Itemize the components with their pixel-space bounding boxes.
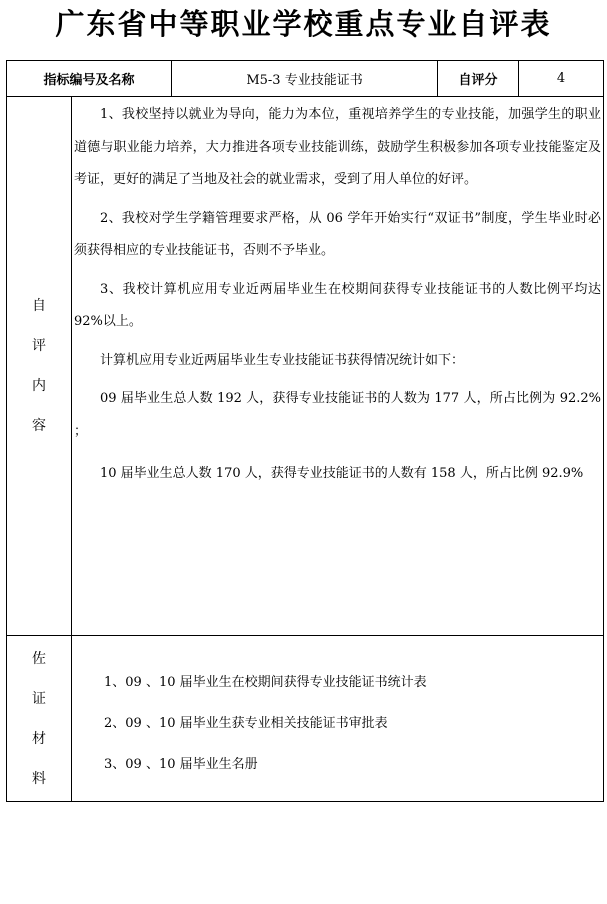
paragraph: 2、我校对学生学籍管理要求严格，从 06 学年开始实行“双证书”制度，学生毕业时必须获得相应的专业技能证书，否则不予毕业。 [74, 210, 602, 258]
score-label: 自评分 [438, 61, 519, 97]
evidence-content [72, 636, 604, 802]
indicator-label: 指标编号及名称 [7, 61, 172, 97]
evidence-item: 3、09 、10 届毕业生名册 [104, 757, 258, 772]
evidence-row [7, 636, 604, 802]
label-char: 佐 [32, 650, 46, 667]
self-eval-label [7, 97, 72, 636]
self-evaluation-table [6, 60, 604, 802]
self-eval-content [72, 97, 604, 636]
paragraph: 计算机应用专业近两届毕业生专业技能证书获得情况统计如下： [100, 352, 465, 368]
label-char: 评 [32, 338, 46, 354]
label-char: 料 [32, 770, 46, 787]
paragraph: 10 届毕业生总人数 170 人，获得专业技能证书的人数有 158 人，所占比例 92.9% [100, 466, 584, 481]
self-eval-row [7, 97, 604, 636]
label-char: 自 [32, 298, 46, 314]
evidence-item: 1、09 、10 届毕业生在校期间获得专业技能证书统计表 [104, 675, 427, 690]
paragraph: 3、我校计算机应用专业近两届毕业生在校期间获得专业技能证书的人数比例平均达 92%以上。 [74, 281, 602, 329]
header-row [7, 61, 604, 97]
label-char: 内 [32, 378, 46, 394]
label-char: 材 [32, 730, 46, 747]
label-char: 容 [32, 418, 46, 434]
paragraph: 09 届毕业生总人数 192 人，获得专业技能证书的人数为 177 人，所占比例为 92.2% ； [74, 391, 602, 439]
evidence-label [7, 636, 72, 802]
indicator-value: M5-3 专业技能证书 [172, 61, 438, 97]
page-title: 广东省中等职业学校重点专业自评表 [55, 7, 552, 41]
paragraph: 1、我校坚持以就业为导向，能力为本位，重视培养学生的专业技能，加强学生的职业道德与职业能力培养，大力推进各项专业技能训练，鼓励学生积极参加各项专业技能鉴定及考证，更好的满足了当地及社会的就业需求，受到了用人单位的好评。 [74, 107, 602, 187]
label-char: 证 [32, 690, 46, 707]
evidence-item: 2、09 、10 届毕业生获专业相关技能证书审批表 [104, 716, 388, 731]
score-value: 4 [519, 61, 604, 97]
